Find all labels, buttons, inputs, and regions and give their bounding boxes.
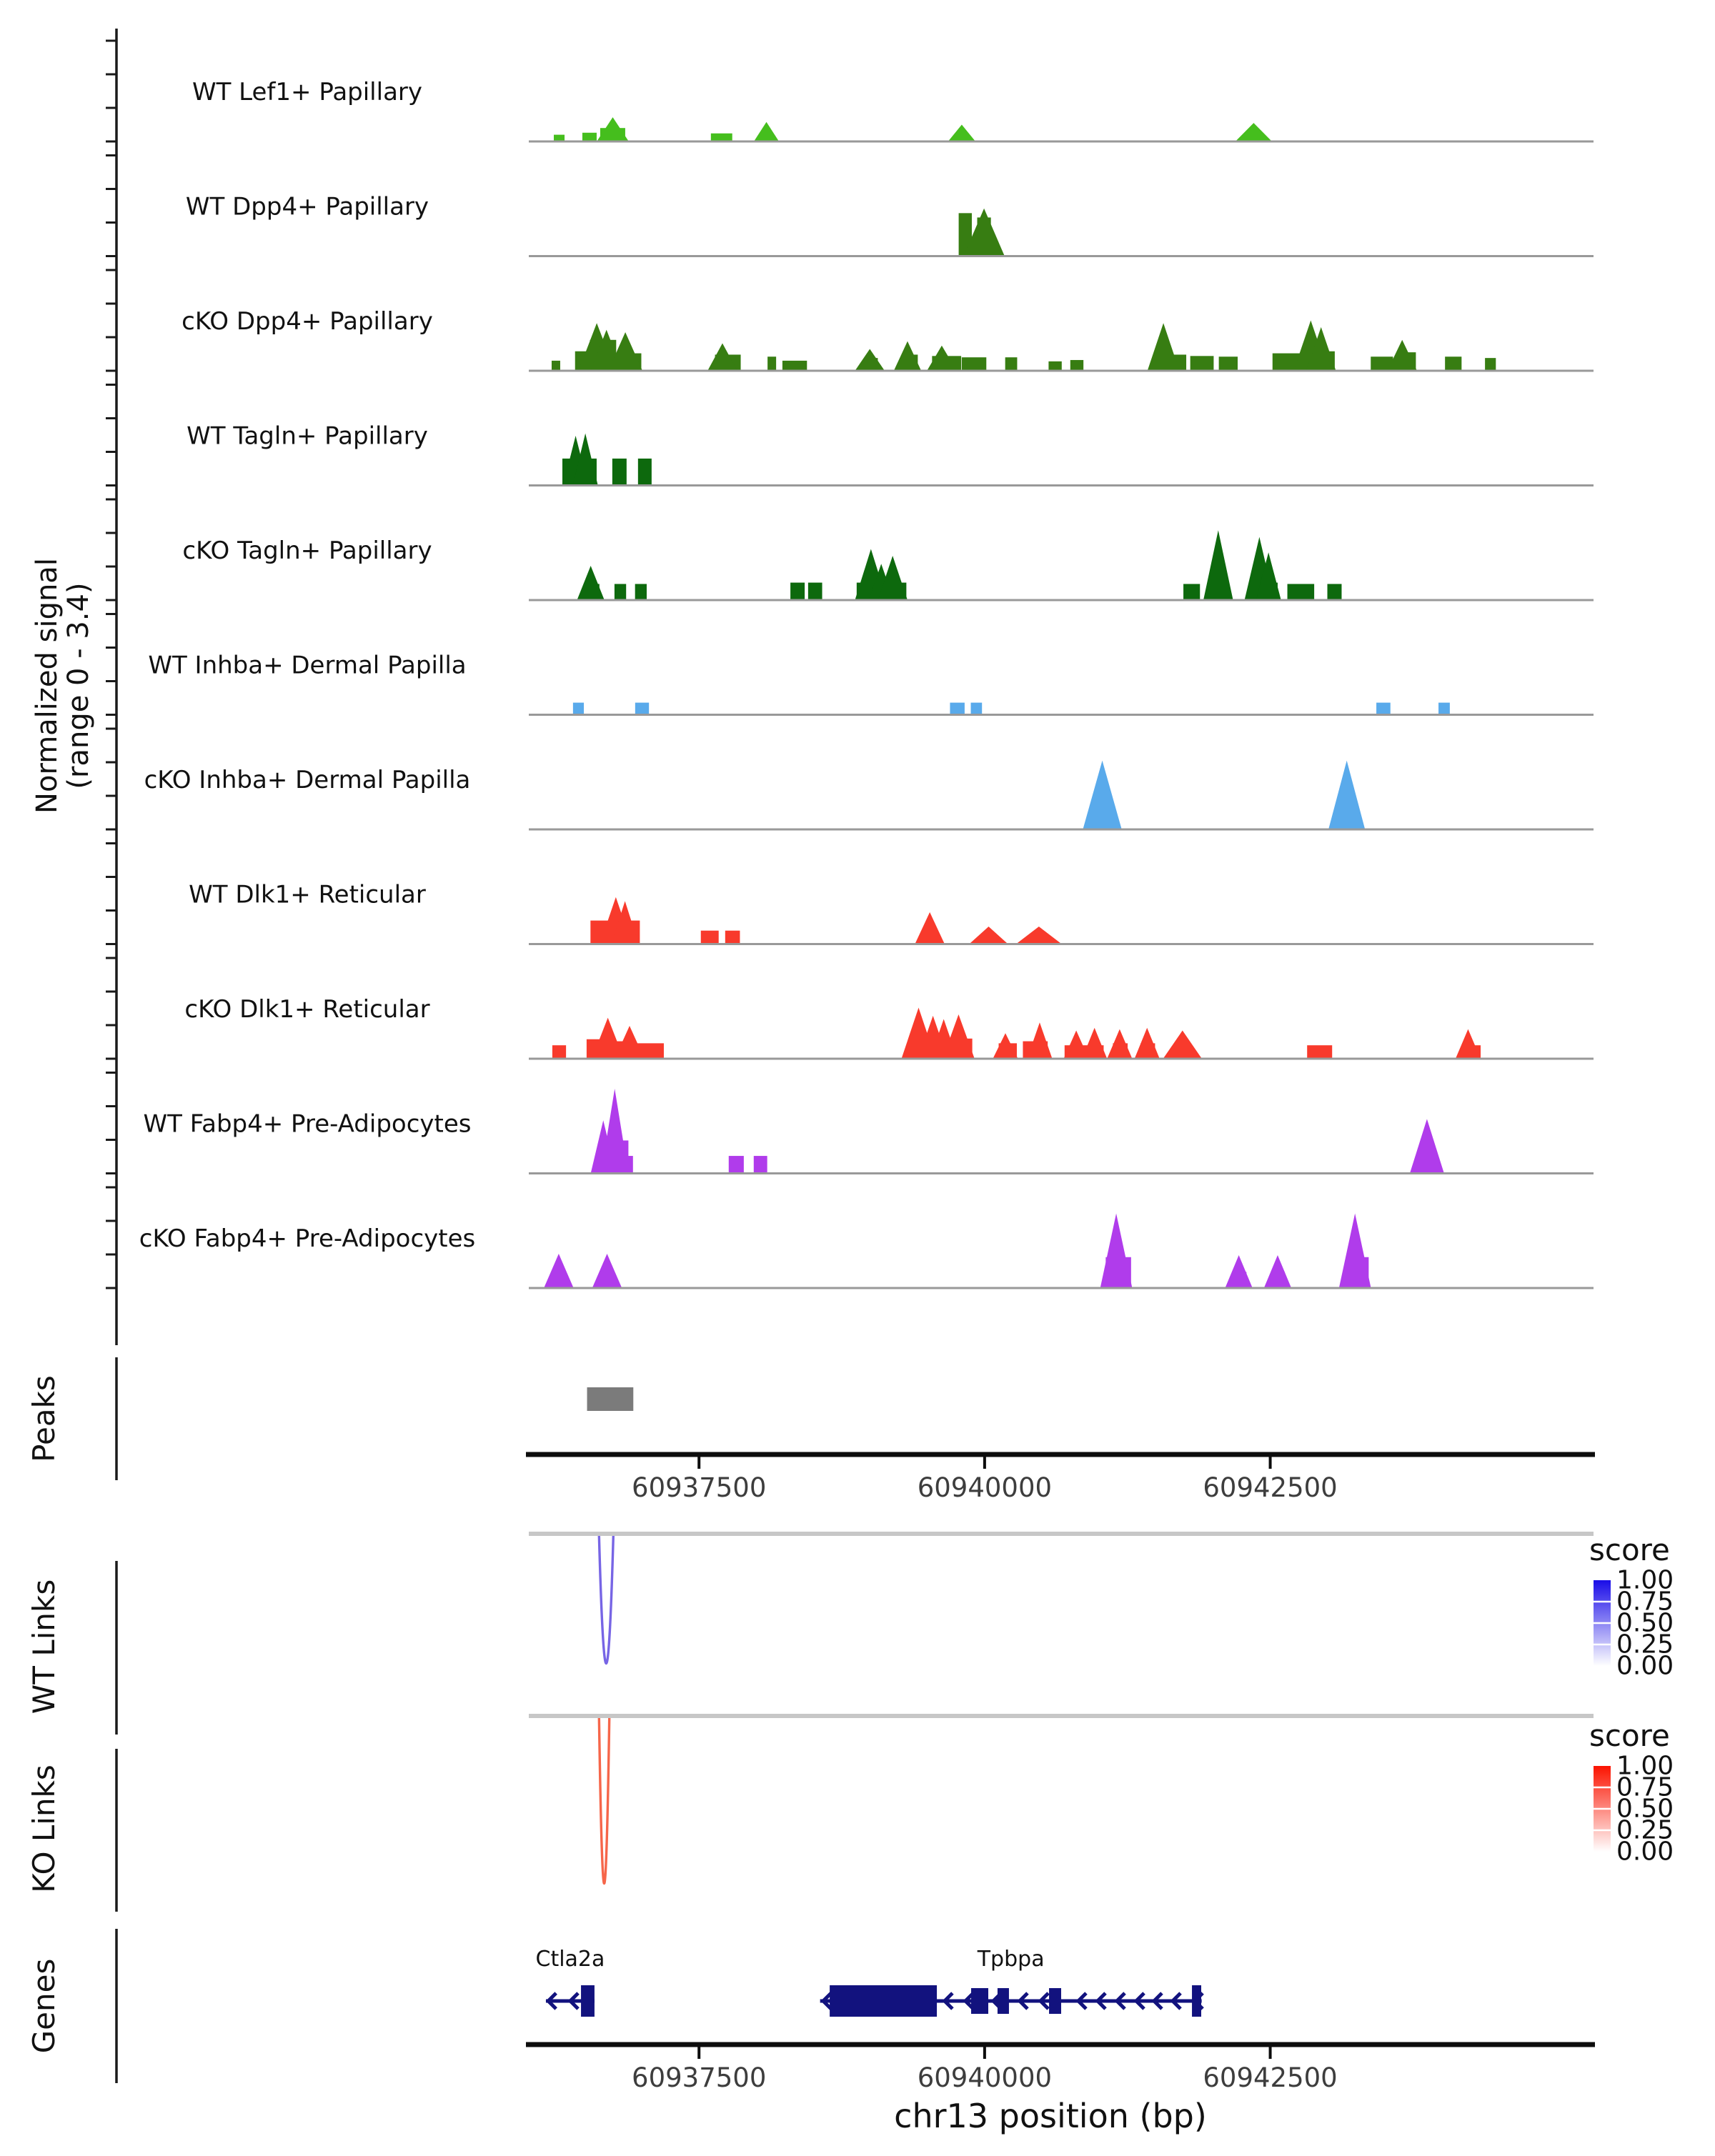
wt-legend-label: 0.75 <box>1616 1587 1674 1617</box>
signal-peak-rect <box>638 459 652 486</box>
signal-peak-rect <box>1190 356 1214 371</box>
track-label: WT Fabp4+ Pre-Adipocytes <box>143 1109 472 1139</box>
signal-peak-rect <box>1438 703 1450 715</box>
track-label: WT Inhba+ Dermal Papilla <box>148 651 467 680</box>
signal-track <box>189 881 1594 944</box>
signal-peak-spike <box>577 566 604 600</box>
signal-peak-rect <box>1070 360 1083 371</box>
signal-peak-rect <box>1183 584 1200 600</box>
signal-track <box>186 193 1594 256</box>
wt-link-arc <box>599 1536 613 1664</box>
signal-peak-rect <box>1485 358 1496 371</box>
signal-peak-spike <box>915 912 945 944</box>
track-label: WT Dpp4+ Papillary <box>185 192 429 221</box>
signal-track <box>182 307 1594 371</box>
track-label: WT Dlk1+ Reticular <box>189 880 426 909</box>
signal-peak-spike <box>1107 1029 1132 1059</box>
gene-exon <box>998 1988 1009 2014</box>
ko-legend-label: 0.75 <box>1616 1772 1674 1802</box>
signal-track <box>148 652 1594 715</box>
signal-track <box>144 761 1594 829</box>
x-axis-title: chr13 position (bp) <box>894 2097 1207 2135</box>
gene <box>536 1947 605 2017</box>
signal-peak-rect <box>711 134 732 141</box>
signal-peak-rect <box>573 703 584 715</box>
ko-legend-label: 1.00 <box>1616 1751 1674 1781</box>
section-label-genes: Genes <box>26 1958 61 2054</box>
peak-region-bar <box>587 1387 634 1411</box>
signal-peak-rect <box>552 1045 566 1059</box>
signal-track <box>187 422 1594 486</box>
peaks-x-axis-tick-label: 60942500 <box>1203 1472 1338 1503</box>
signal-peak-rect <box>1328 584 1342 600</box>
genes-x-axis-tick-label: 60940000 <box>917 2062 1053 2093</box>
signal-peak-spike <box>1016 927 1062 944</box>
peaks-x-axis-tick-label: 60937500 <box>632 1472 767 1503</box>
signal-peak-rect <box>729 1156 744 1173</box>
ko-link-arc <box>599 1718 609 1884</box>
signal-peak-spike <box>544 1254 574 1288</box>
signal-peak-rect <box>1219 356 1238 371</box>
signal-peak-rect <box>612 459 627 486</box>
track-label: WT Lef1+ Papillary <box>192 78 423 106</box>
signal-track <box>139 1214 1594 1288</box>
signal-peak-spike <box>855 349 885 371</box>
signal-peak-rect <box>635 584 647 600</box>
gene-exon <box>830 1985 937 2017</box>
signal-peak-rect <box>782 361 807 371</box>
gene-exon <box>971 1988 988 2014</box>
signal-peak-spike <box>1410 1119 1444 1173</box>
signal-peak-rect <box>582 133 597 141</box>
wt-legend-label: 0.50 <box>1616 1608 1674 1638</box>
signal-track <box>192 78 1594 141</box>
signal-peak-spike <box>1148 323 1180 371</box>
ko-legend-label: 0.50 <box>1616 1794 1674 1824</box>
signal-peak-spike <box>1339 1214 1371 1288</box>
track-label: cKO Dpp4+ Papillary <box>182 307 433 336</box>
signal-peak-spike <box>1456 1029 1481 1059</box>
signal-peak-spike <box>1100 1214 1133 1288</box>
signal-peak-spike <box>1082 1028 1107 1059</box>
signal-peak-rect <box>754 1156 767 1173</box>
signal-peak-rect <box>1288 584 1315 600</box>
ko-links-legend-title: score <box>1589 1718 1670 1753</box>
signal-peak-rect <box>767 356 776 371</box>
genes-x-axis-tick-label: 60937500 <box>632 2062 767 2093</box>
signal-peak-rect <box>971 703 983 715</box>
track-label: cKO Dlk1+ Reticular <box>184 995 430 1024</box>
track-label: WT Tagln+ Papillary <box>187 421 428 451</box>
gene-name-label: Tpbpa <box>977 1947 1045 1972</box>
track-label: cKO Tagln+ Papillary <box>182 536 432 565</box>
wt-legend-label: 0.00 <box>1616 1651 1674 1681</box>
signal-peak-spike <box>1236 123 1272 141</box>
signal-peak-spike <box>592 1254 622 1288</box>
signal-peak-rect <box>1005 357 1018 371</box>
signal-peak-spike <box>1027 1022 1052 1059</box>
signal-peak-spike <box>969 927 1008 944</box>
ko-legend-label: 0.00 <box>1616 1837 1674 1867</box>
signal-peak-rect <box>635 703 649 715</box>
signal-peak-rect <box>790 583 805 600</box>
signal-peak-rect <box>615 584 626 600</box>
gene <box>820 1947 1203 2017</box>
wt-links-legend-title: score <box>1589 1532 1670 1567</box>
signal-peak-spike <box>1264 1255 1291 1288</box>
signal-track <box>182 530 1594 600</box>
gene-exon <box>1049 1988 1061 2014</box>
gene-exon <box>581 1985 595 2017</box>
signal-peak-spike <box>754 122 779 141</box>
gene-exon <box>1192 1985 1201 2017</box>
signal-peak-rect <box>950 703 964 715</box>
track-label: cKO Inhba+ Dermal Papilla <box>144 766 471 794</box>
section-label-ko-links: KO Links <box>26 1765 61 1893</box>
genes-x-axis-tick-label: 60942500 <box>1203 2062 1338 2093</box>
signal-peak-rect <box>962 357 986 371</box>
signal-peak-rect <box>808 583 822 600</box>
gene-name-label: Ctla2a <box>535 1947 605 1972</box>
signal-track <box>144 1089 1594 1173</box>
section-label-peaks: Peaks <box>26 1375 61 1462</box>
y-axis-title-line1: Normalized signal <box>31 558 64 814</box>
signal-peak-spike <box>1083 761 1121 829</box>
track-label: cKO Fabp4+ Pre-Adipocytes <box>139 1224 476 1253</box>
signal-peak-spike <box>948 125 975 142</box>
signal-peak-spike <box>1225 1255 1252 1288</box>
signal-peak-rect <box>1307 1045 1332 1059</box>
ko-legend-label: 0.25 <box>1616 1815 1674 1845</box>
signal-peak-spike <box>1135 1028 1160 1059</box>
signal-peak-spike <box>1203 530 1233 600</box>
signal-track <box>184 995 1594 1059</box>
wt-legend-label: 1.00 <box>1616 1565 1674 1595</box>
signal-peak-rect <box>1048 361 1061 371</box>
signal-peak-rect <box>701 931 719 944</box>
peaks-x-axis-tick-label: 60940000 <box>917 1472 1053 1503</box>
y-axis-title-line2: (range 0 - 3.4) <box>62 582 95 789</box>
signal-peak-rect <box>1445 356 1461 371</box>
signal-peak-rect <box>1376 703 1391 715</box>
signal-peak-spike <box>1163 1031 1202 1059</box>
section-label-wt-links: WT Links <box>26 1579 61 1715</box>
signal-peak-rect <box>552 361 560 371</box>
signal-peak-rect <box>725 931 740 944</box>
signal-peak-spike <box>1328 761 1365 829</box>
wt-legend-label: 0.25 <box>1616 1630 1674 1660</box>
